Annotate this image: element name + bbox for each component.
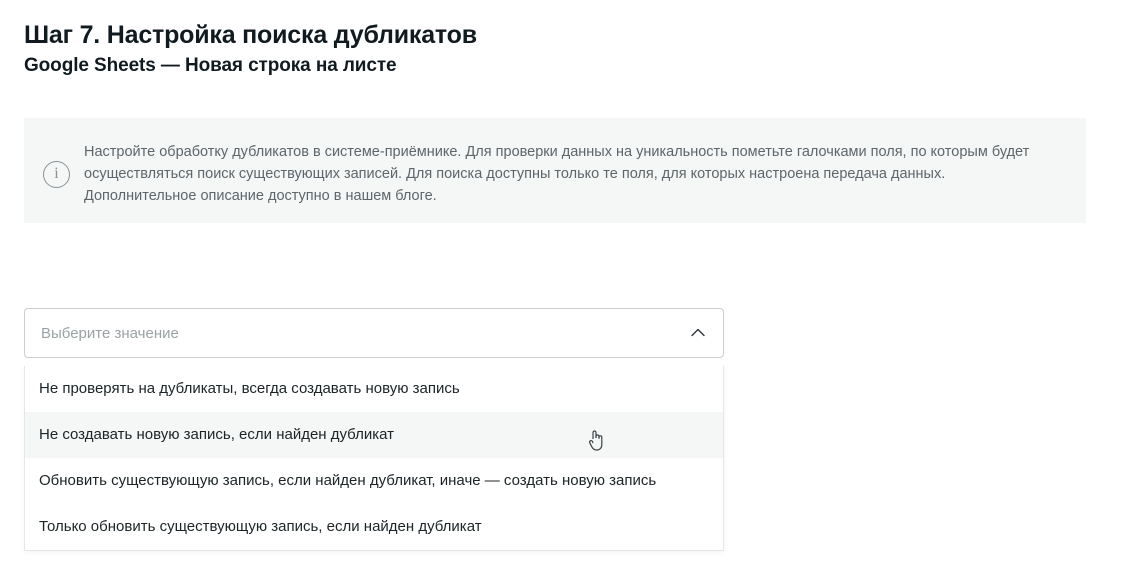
list-item[interactable]: Не проверять на дубликаты, всегда создавать новую запись [25,366,723,412]
chevron-up-icon[interactable] [689,324,707,342]
heading-block [24,18,1094,80]
info-panel-text: Настройте обработку дубликатов в системе-приёмнике. Для проверки данных на уникальность пометьте галочками поля, по которым будет осуществляться поиск существующих записей. Для поиска доступны только те поля, для которых настроена передача данных. Дополнительное описание доступно в нашем блоге. [84,144,1030,204]
duplicate-handling-select-wrap [24,308,724,358]
page-title: Шаг 7. Настройка поиска дубликатов [24,21,477,49]
page-subtitle: Google Sheets — Новая строка на листе [24,55,397,76]
list-item[interactable]: Не создавать новую запись, если найден дубликат [25,412,723,458]
duplicate-handling-dropdown[interactable] [24,366,724,551]
info-icon: i [43,161,70,188]
list-item[interactable]: Только обновить существующую запись, если найден дубликат [25,504,723,550]
duplicate-handling-select[interactable] [24,308,724,358]
list-item[interactable]: Обновить существующую запись, если найден дубликат, иначе — создать новую запись [25,458,723,504]
select-placeholder: Выберите значение [41,324,179,342]
